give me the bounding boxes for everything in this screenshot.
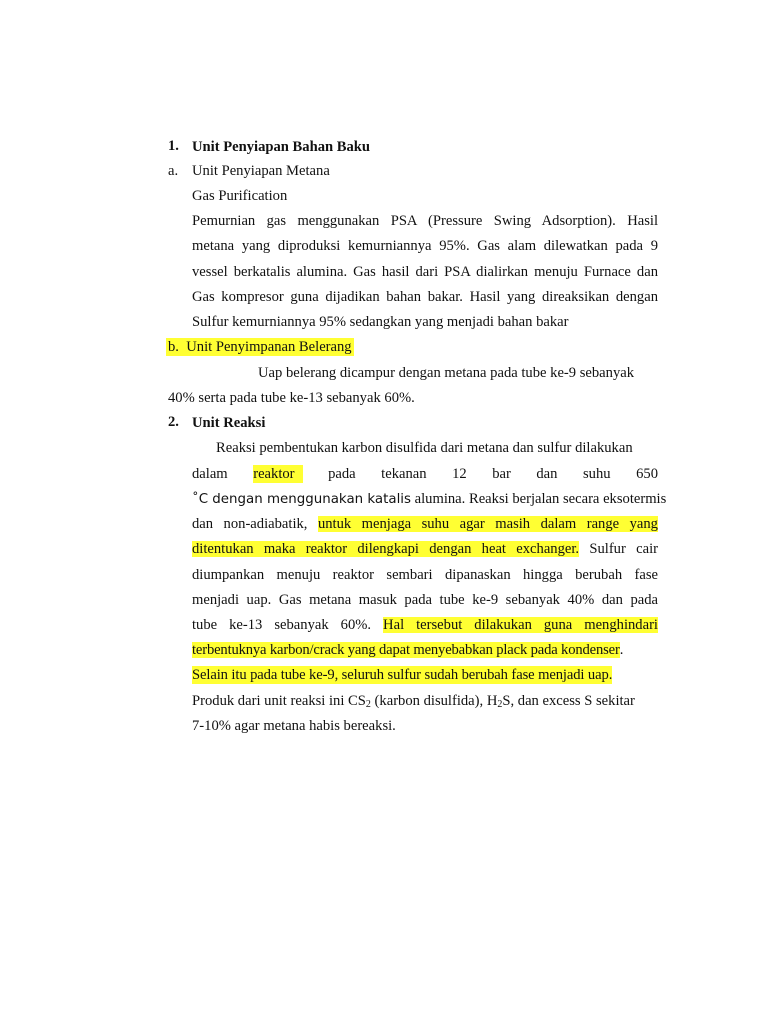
text-highlighted: untuk menjaga suhu agar masih dalam range yang [317, 516, 658, 532]
word: pada [328, 466, 356, 482]
text-segment: dan non-adiabatik, [192, 516, 318, 532]
para-2-line-9 [192, 641, 623, 659]
para-a-line-5: Sulfur kemurniannya 95% sedangkan yang menjadi bahan bakar [192, 314, 569, 330]
text-segment: S, dan excess S sekitar [502, 693, 635, 709]
word: dalam [192, 466, 228, 482]
text-segment: ˚C dengan menggunakan katalis [192, 492, 411, 507]
para-2-line-3 [192, 490, 666, 509]
heading-1-title: Unit Penyiapan Bahan Baku [192, 139, 371, 155]
heading-2-title: Unit Reaksi [192, 415, 266, 431]
word-highlighted: reaktor [253, 465, 302, 483]
subsection-b-letter: b. [168, 339, 179, 355]
word: suhu [582, 466, 611, 482]
para-2-line-4 [192, 515, 658, 533]
text-segment: Produk dari unit reaksi ini CS [192, 693, 366, 709]
para-a-line-4: Gas kompresor guna dijadikan bahan bakar. Hasil yang direaksikan dengan [192, 289, 658, 305]
para-2-line-12: 7-10% agar metana habis bereaksi. [192, 718, 396, 734]
para-2-line-5 [192, 540, 658, 558]
text-segment: Sulfur cair [579, 541, 658, 557]
para-b-line-2: 40% serta pada tube ke-13 sebanyak 60%. [168, 390, 415, 406]
heading-1-number: 1. [168, 138, 179, 154]
para-2-line-10: Selain itu pada tube ke-9, seluruh sulfur sudah berubah fase menjadi uap. [192, 667, 613, 683]
para-2-line-2 [192, 465, 658, 483]
text-segment: tube ke-13 sebanyak 60%. [192, 617, 384, 633]
subsection-a-letter: a. [168, 163, 179, 179]
para-2-line-11 [192, 692, 635, 710]
subscript: 2 [365, 699, 371, 710]
text-highlighted: Hal tersebut dilakukan guna menghindari [383, 617, 658, 633]
para-a-line-2: metana yang diproduksi kemurniannya 95%. Gas alam dilewatkan pada 9 [192, 238, 658, 254]
para-a-line-1: Pemurnian gas menggunakan PSA (Pressure Swing Adsorption). Hasil [192, 213, 658, 229]
text-segment: alumina. Reaksi berjalan secara eksotermis [411, 491, 667, 507]
word: tekanan [381, 466, 427, 482]
para-2-line-6: diumpankan menuju reaktor sembari dipanaskan hingga berubah fase [192, 567, 658, 583]
para-2-line-7: menjadi uap. Gas metana masuk pada tube ke-9 sebanyak 40% dan pada [192, 592, 658, 608]
text-segment: (karbon disulfida), H [370, 693, 498, 709]
subsection-b-heading [166, 338, 354, 356]
para-b-line-1: Uap belerang dicampur dengan metana pada tube ke-9 sebanyak [258, 365, 635, 381]
heading-2-number: 2. [168, 414, 179, 430]
text-highlighted: ditentukan maka reaktor dilengkapi dengan heat exchanger. [192, 541, 580, 557]
text-highlighted: terbentuknya karbon/crack yang dapat menyebabkan plack pada kondenser [192, 642, 620, 658]
word: 650 [636, 466, 658, 482]
word: dan [536, 466, 558, 482]
para-2-line-8 [192, 616, 658, 634]
subscript: 2 [497, 699, 503, 710]
gas-purification-label: Gas Purification [192, 188, 288, 204]
subsection-a-title: Unit Penyiapan Metana [192, 163, 330, 179]
para-a-line-3: vessel berkatalis alumina. Gas hasil dari PSA dialirkan menuju Furnace dan [192, 264, 658, 280]
word: 12 [452, 466, 467, 482]
text-segment: . [619, 642, 624, 658]
para-2-line-1: Reaksi pembentukan karbon disulfida dari metana dan sulfur dilakukan [216, 440, 633, 456]
word: bar [492, 466, 511, 482]
subsection-b-title: Unit Penyimpanan Belerang [186, 339, 352, 355]
